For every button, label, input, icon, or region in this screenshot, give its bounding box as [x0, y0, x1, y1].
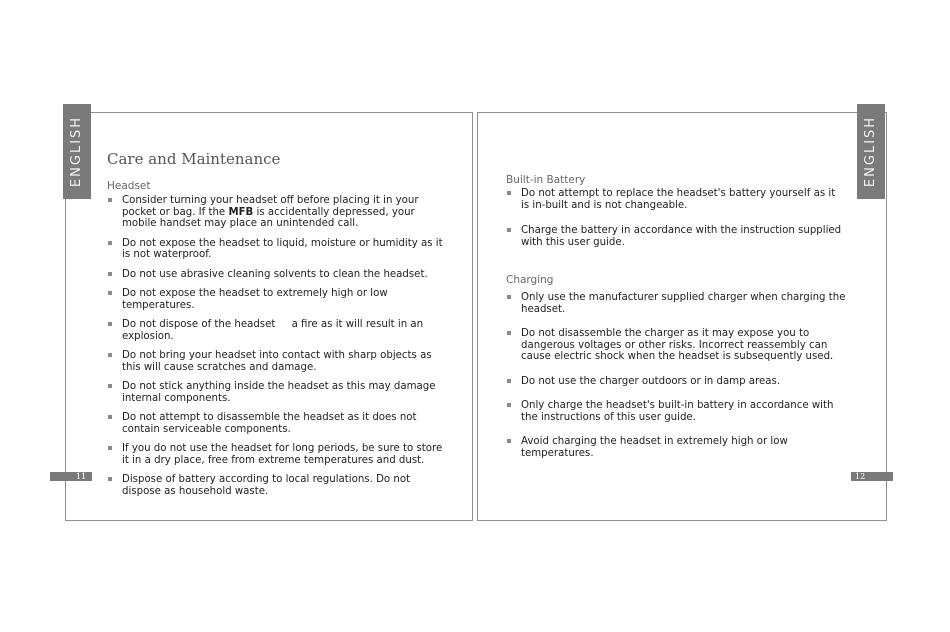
bullet-square-icon — [108, 446, 112, 450]
language-tab-label: ENGLISH — [863, 115, 879, 188]
mfb-term: MFB — [228, 206, 254, 218]
bullet-square-icon — [108, 241, 112, 245]
bullet-square-icon — [108, 272, 112, 276]
language-tab-label: ENGLISH — [69, 115, 85, 188]
bullet-square-icon — [507, 228, 511, 232]
bullet-square-icon — [507, 331, 511, 335]
section-heading-built-in-battery: Built-in Battery — [506, 174, 586, 186]
list-item: Do not stick anything inside the headset as this may damage internal components. — [107, 381, 452, 404]
list-item: Dispose of battery according to local regulations. Do not dispose as household waste. — [107, 474, 452, 497]
bullet-square-icon — [507, 403, 511, 407]
bullet-square-icon — [108, 353, 112, 357]
bullet-square-icon — [108, 198, 112, 202]
language-tab-right — [857, 104, 885, 199]
bullet-square-icon — [108, 384, 112, 388]
list-item: Avoid charging the headset in extremely high or low temperatures. — [506, 436, 851, 459]
headset-care-list — [107, 195, 452, 505]
list-item: Do not disassemble the charger as it may expose you to dangerous voltages or other risks. Incorrect reassembly can cause electric shock when the headset is subsequently used. — [506, 328, 851, 363]
list-item: Consider turning your headset off before placing it in your pocket or bag. If the MFB is accidentally depressed, your mobile handset may place an unintended call. — [107, 195, 452, 230]
section-heading-headset: Headset — [107, 180, 151, 192]
list-item: Do not bring your headset into contact with sharp objects as this will cause scratches and damage. — [107, 350, 452, 373]
list-item: Do not attempt to replace the headset's battery yourself as it is in-built and is not changeable. — [506, 188, 846, 211]
charging-care-list — [506, 292, 851, 472]
list-item: Charge the battery in accordance with the instruction supplied with this user guide. — [506, 225, 846, 248]
list-item: Do not use the charger outdoors or in damp areas. — [506, 376, 851, 388]
list-item: Do not attempt to disassemble the headset as it does not contain serviceable components. — [107, 412, 452, 435]
list-item: If you do not use the headset for long periods, be sure to store it in a dry place, free from extreme temperatures and dust. — [107, 443, 452, 466]
language-tab-left — [63, 104, 91, 199]
bullet-square-icon — [507, 295, 511, 299]
bullet-square-icon — [108, 415, 112, 419]
list-item: Do not dispose of the headset a fire as it will result in an explosion. — [107, 319, 452, 342]
bullet-square-icon — [507, 379, 511, 383]
list-item: Do not use abrasive cleaning solvents to clean the headset. — [107, 269, 452, 281]
page-number-left — [50, 472, 92, 481]
list-item: Do not expose the headset to extremely high or low temperatures. — [107, 288, 452, 311]
battery-care-list — [506, 188, 846, 262]
bullet-square-icon — [507, 191, 511, 195]
page-number-text: 11 — [76, 472, 87, 481]
bullet-square-icon — [108, 477, 112, 481]
bullet-square-icon — [507, 439, 511, 443]
list-item: Only charge the headset's built-in battery in accordance with the instructions of this user guide. — [506, 400, 851, 423]
bullet-square-icon — [108, 291, 112, 295]
list-item: Do not expose the headset to liquid, moisture or humidity as it is not waterproof. — [107, 238, 452, 261]
section-heading-charging: Charging — [506, 274, 554, 286]
list-item: Only use the manufacturer supplied charger when charging the headset. — [506, 292, 851, 315]
page-number-right — [851, 472, 893, 481]
page-title: Care and Maintenance — [107, 150, 281, 168]
bullet-square-icon — [108, 322, 112, 326]
page-number-text: 12 — [855, 472, 866, 481]
